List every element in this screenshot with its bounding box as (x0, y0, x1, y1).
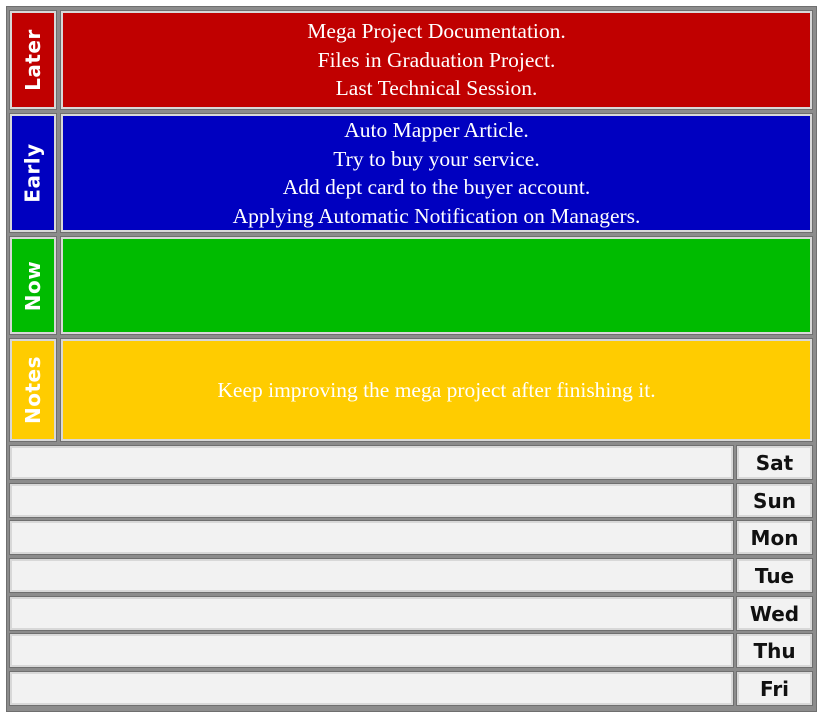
day-label-tue (737, 559, 812, 592)
day-label-text: Mon (750, 525, 799, 550)
note-item: Keep improving the mega project after finishing it. (217, 377, 656, 402)
day-label-wed (737, 597, 812, 630)
section-label-now (10, 237, 56, 334)
day-label-text: Sun (753, 488, 796, 513)
task-item: Last Technical Session. (335, 76, 538, 101)
section-content-early[interactable] (61, 114, 812, 232)
day-row-fri-field[interactable] (10, 672, 733, 705)
section-label-later-text: Later (21, 29, 46, 91)
day-label-fri (737, 672, 812, 705)
section-label-notes-text: Notes (21, 355, 46, 425)
section-content-now[interactable] (61, 237, 812, 334)
day-label-thu (737, 634, 812, 667)
day-label-text: Tue (754, 563, 795, 588)
task-item: Add dept card to the buyer account. (282, 175, 591, 199)
day-row-tue-field[interactable] (10, 559, 733, 592)
task-item: Files in Graduation Project. (317, 47, 556, 72)
day-label-text: Thu (753, 638, 796, 663)
day-row-thu-field[interactable] (10, 634, 733, 667)
task-item: Auto Mapper Article. (344, 118, 529, 142)
day-row-mon-field[interactable] (10, 521, 733, 554)
day-row-wed-field[interactable] (10, 597, 733, 630)
day-row-sun-field[interactable] (10, 484, 733, 517)
day-label-text: Sat (755, 450, 794, 475)
section-content-later[interactable] (61, 11, 812, 109)
section-label-now-text: Now (21, 260, 45, 311)
section-content-notes[interactable] (61, 339, 812, 441)
day-label-sun (737, 484, 812, 517)
day-label-mon (737, 521, 812, 554)
day-row-sat-field[interactable] (10, 446, 733, 479)
section-label-early-text: Early (21, 143, 46, 203)
day-label-sat (737, 446, 812, 479)
section-label-later (10, 11, 56, 109)
section-label-early (10, 114, 56, 232)
section-label-notes (10, 339, 56, 441)
task-item: Applying Automatic Notification on Managers. (232, 203, 641, 228)
task-item: Try to buy your service. (333, 146, 540, 171)
day-label-text: Fri (759, 676, 790, 701)
task-item: Mega Project Documentation. (307, 19, 566, 44)
day-label-text: Wed (749, 601, 800, 626)
